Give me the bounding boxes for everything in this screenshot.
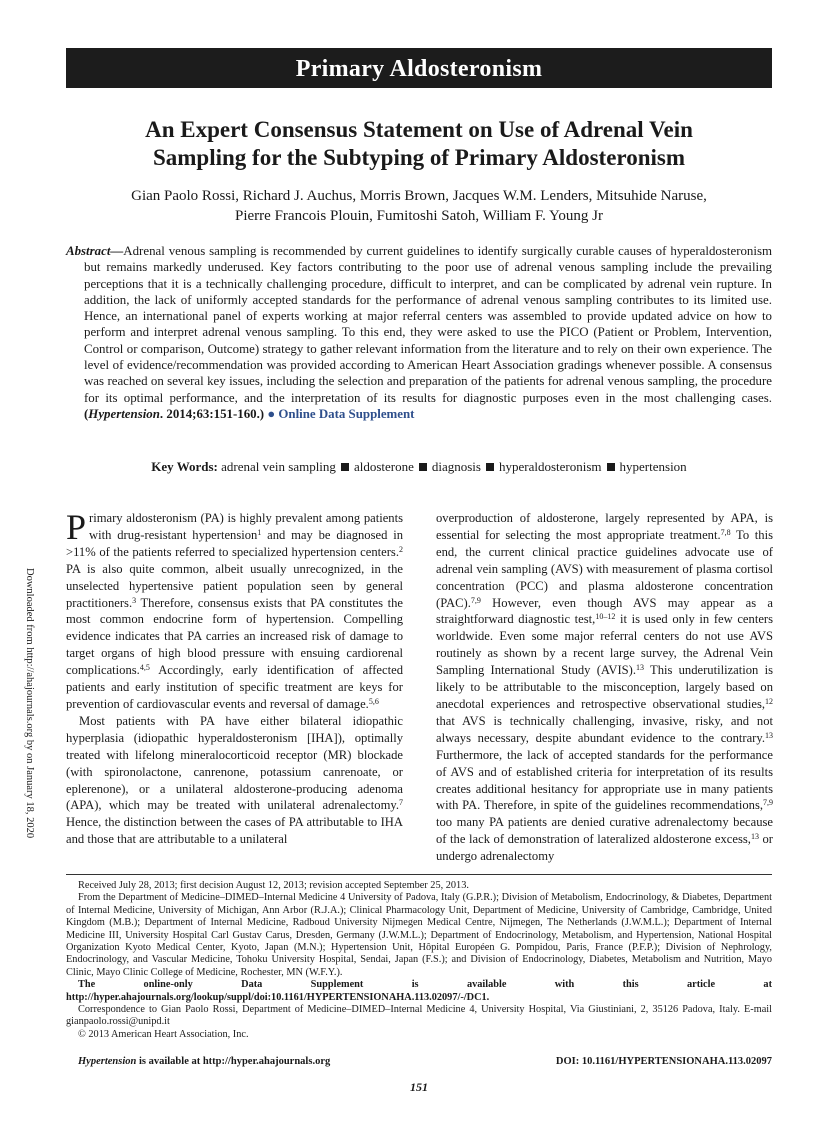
body-text: However, even though AVS may appear as a straightforward diagnostic test, [436,595,773,627]
bullet-icon: ● [267,406,276,421]
square-bullet-icon [419,463,427,471]
body-text: Most patients with PA have either bilateral idiopathic hyperplasia (idiopathic hyperaldosteronism [IHA]), optimally treated with lifelong mineralocorticoid receptor (MR) blockade (with spironolactone, canrenone, potassium canrenoate, or eplerenone), or a unilateral aldosterone-producing adenoma (APA), which may be treated with unilateral adrenalectomy. [66,713,403,813]
journal-url[interactable]: is available at http://hyper.ahajournals.org [136,1056,331,1067]
square-bullet-icon [341,463,349,471]
body-text: To this end, the current clinical practice guidelines advocate use of adrenal vein sampling (AVS) with measurement of plasma cortisol concentration (PCC) and plasma aldosterone concentration (PAC). [436,527,773,610]
correspondence: Correspondence to Gian Paolo Rossi, Department of Medicine–DIMED–Internal Medicine 4, University Hospital, Via Giustiniani, 2, 35126 Padova, Italy. E-mail gianpaolo.rossi@unipd.it [66,1004,772,1028]
body-text: or undergo adrenalectomy [436,832,773,864]
download-side-note: Downloaded from http://ahajournals.org by on January 18, 2020 [24,568,35,839]
keyword-item: hypertension [619,459,687,474]
citation-ref[interactable]: 10–12 [595,612,616,622]
citation-ref[interactable]: 4,5 [139,663,150,673]
body-text: it is used only in few centers worldwide. Even some major referral centers do not use AVS routinely as shown by a recent large survey, the Adrenal Vein Sampling International Study (AVIS). [436,612,774,678]
copyright: © 2013 American Heart Association, Inc. [78,1028,249,1040]
title-line-1: An Expert Consensus Statement on Use of Adrenal Vein [145,117,693,142]
citation-ref[interactable]: 13 [765,730,773,740]
title-line-2: Sampling for the Subtyping of Primary Aldosteronism [152,145,686,170]
square-bullet-icon [607,463,615,471]
online-supplement-link[interactable]: Online Data Supplement [278,406,415,421]
citation-journal: Hypertension [88,406,160,421]
authors-line-1: Gian Paolo Rossi, Richard J. Auchus, Morris Brown, Jacques W.M. Lenders, Mitsuhide Naruse, [131,188,707,204]
author-list [66,186,772,226]
body-column-left [66,507,403,848]
body-text: overproduction of aldosterone, largely represented by APA, is essential for selecting the most appropriate treatment. [436,511,773,542]
keywords [66,459,772,475]
citation-ref[interactable]: 7 [399,798,403,808]
page-number: 151 [410,1080,428,1094]
abstract [66,243,772,422]
footnotes [66,880,772,1041]
citation-ref[interactable]: 7,8 [720,527,731,537]
article-title [66,116,772,172]
citation-ref[interactable]: 3 [132,595,137,605]
footnote-divider [66,874,772,875]
body-text: Accordingly, early identification of affected patients and early institution of specific treatment are keys for prevention of cardiovascular events and reversal of damage. [66,663,403,711]
body-text: Hence, the distinction between the cases of PA attributable to IHA and those that are attributable to a unilateral [66,815,403,847]
body-text: and may be diagnosed in >11% of the patients referred to specialized hypertension centers. [66,527,403,559]
received-dates: Received July 28, 2013; first decision August 12, 2013; revision accepted September 25, 2013. [78,880,469,891]
keyword-item: aldosterone [353,459,414,474]
keyword-item: adrenal vein sampling [221,459,336,474]
section-banner: Primary Aldosteronism [66,48,772,88]
citation-ref[interactable]: 12 [765,696,773,706]
body-text: Furthermore, the lack of accepted standards for the performance of AVS and of established criteria for interpretation of its results creates additional hesitancy for appropriate use in many patients with PA. Therefore, in spite of the guidelines recommendations, [436,747,773,813]
square-bullet-icon [486,463,494,471]
body-column-right [436,510,773,865]
body-text: This underutilization is likely to be attributable to the misconception, largely based on anecdotal experiences and retrospective observational studies, [436,663,773,711]
body-text: too many PA patients are denied curative adrenalectomy because of the lack of demonstration of lateralized aldosterone excess, [436,815,773,847]
abstract-lead: Abstract— [66,244,124,258]
supplement-note[interactable]: The online-only Data Supplement is available with this article at http://hyper.ahajournals.org/lookup/suppl/doi:10.1161/HYPERTENSIONAHA.113.02097/-/DC1. [66,979,772,1003]
body-text: Therefore, consensus exists that PA constitutes the most common endocrine form of hypertension. Compelling evidence indicates that PA carries an increased risk of damage to target organs of high blood pressure with ensuing cardiorenal complications. [66,595,403,678]
citation-ref[interactable]: 2 [399,544,403,554]
authors-line-2: Pierre Francois Plouin, Fumitoshi Satoh, William F. Young Jr [235,208,603,224]
body-text: that AVS is technically challenging, invasive, risky, and not always necessary, despite abundant evidence to the contrary. [436,713,773,745]
citation [84,407,264,421]
body-text: PA is also quite common, albeit usually unrecognized, in the unselected hypertensive patient population seen by general practitioners. [66,561,403,610]
keyword-item: hyperaldosteronism [498,459,602,474]
citation-ref[interactable]: 13 [636,663,644,673]
keywords-label: Key Words: [151,459,218,474]
journal-availability [78,1056,330,1067]
citation-ref[interactable]: 5,6 [368,696,379,706]
journal-name: Hypertension [78,1056,137,1067]
body-text: rimary aldosteronism (PA) is highly prevalent among patients with drug-resistant hypertension [89,511,403,542]
affiliations: From the Department of Medicine–DIMED–Internal Medicine 4 University of Padova, Italy (G.P.R.); Division of Metabolism, Endocrinology, & Diabetes, Department of Internal Medicine, University of Michigan, Ann Arbor (R.J.A.); Clinical Pharmacology Unit, Department of Medicine, University of Cambridge, Cambridge, United Kingdom (M.B.); Department of Internal Medicine, Radboud University Nijmegen Medical Centre, Nijmegen, The Netherlands (J.W.M.L.); Department of Internal Medicine III, University Hospital Carl Gustav Carus, Dresden, Germany (J.W.M.L.); Department of Endocrinology, Metabolism, and Hypertension, National Hospital Organization Kyoto Medical Center, Kyoto, Japan (M.N.); Hypertension Unit, Hôpital Européen G. Pompidou, Paris, France (P.F.P.); Division of Nephrology, Endocrinology, and Vascular Medicine, Tohoku University Hospital, Sendai, Japan (F.S.); and Division of Endocrinology, Diabetes, Metabolism and Nutrition, Mayo Clinic, Mayo Clinic College of Medicine, Rochester, MN (W.F.Y.). [66,892,772,978]
citation-ref[interactable]: 7,9 [470,595,481,605]
keyword-item: diagnosis [431,459,481,474]
citation-rest: . 2014;63:151-160.) [159,406,265,421]
citation-open: ( [84,406,89,421]
abstract-body: Adrenal venous sampling is recommended by current guidelines to identify surgically curable causes of hyperaldosteronism but remains markedly underused. Key factors contributing to the poor use of adrenal venous sampling include the prevailing perceptions that it is a technically challenging procedure, difficult to interpret, and can be complicated by adrenal vein rupture. In addition, the lack of uniformly accepted standards for the performance of adrenal venous sampling contributes to its limited use. Hence, an international panel of experts working at major referral centers was assembled to provide updated advice on how to perform and interpret adrenal venous sampling. To this end, they were asked to use the PICO (Patient or Problem, Intervention, Control or comparison, Outcome) strategy to gather relevant information from the literature and to rely on their own experience. The level of evidence/recommendation was provided according to American Heart Association gradings whenever possible. A consensus was reached on several key issues, including the selection and preparation of the patients for adrenal venous sampling, the procedure for its optimal performance, and the interpretation of its results for diagnostic purposes even in the most challenging cases. [84,244,772,405]
doi[interactable]: DOI: 10.1161/HYPERTENSIONAHA.113.02097 [555,1056,772,1067]
citation-ref[interactable]: 13 [750,832,759,842]
citation-ref[interactable]: 1 [257,527,262,537]
drop-cap: P [66,507,87,547]
citation-ref[interactable]: 7,9 [763,798,773,808]
